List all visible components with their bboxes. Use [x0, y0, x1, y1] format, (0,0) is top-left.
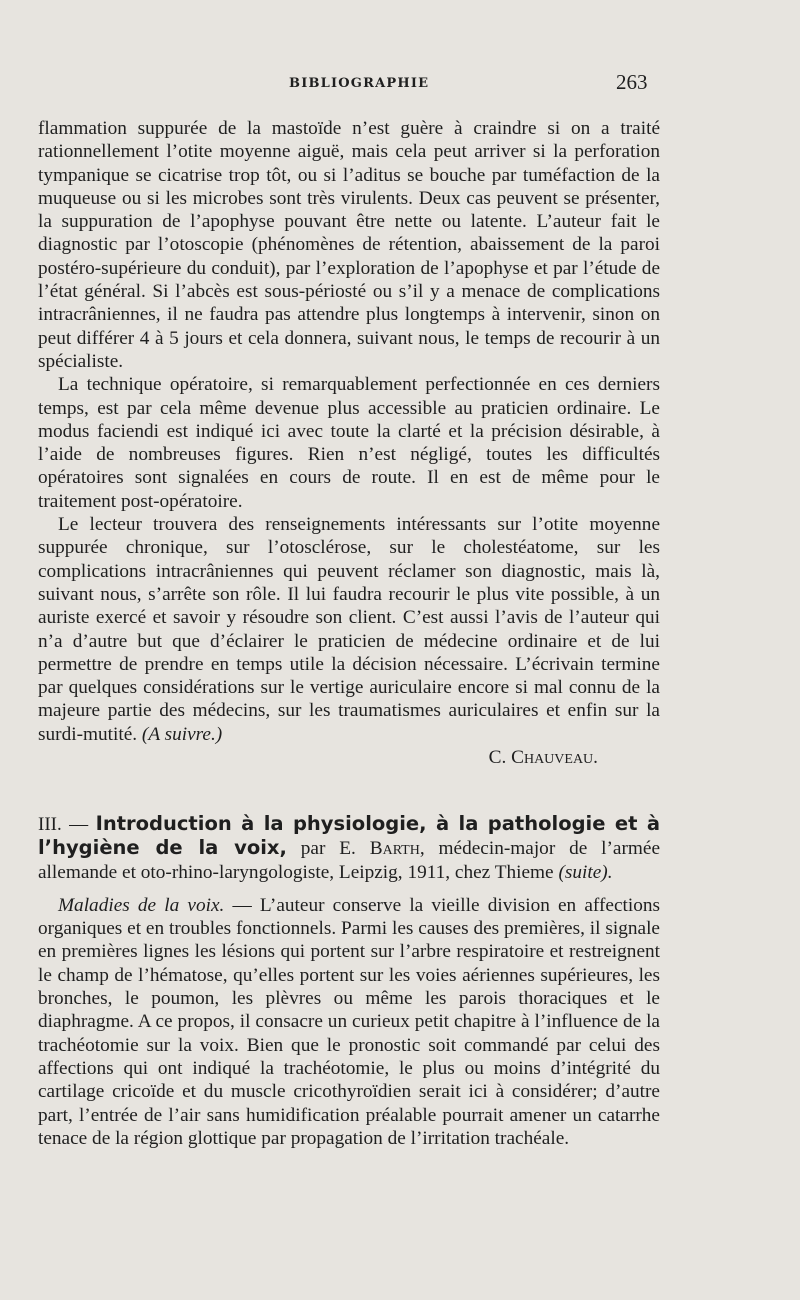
- review-section-iii: [38, 812, 660, 1150]
- review-continuation: [38, 117, 660, 769]
- paragraph-text: — L’auteur conserve la vieille division en affections organiques et en troubles fonctionnels. Parmi les causes des premières, il signale en premières lignes les lésions qui portent sur l’arbre respiratoire et restreignent le champ de l’hématose, qu’elles portent sur les voies aériennes supérieures, les bronches, le poumon, les plèvres ou même les parois thoraciques et le diaphragme. A ce propos, il consacre un curieux petit chapitre à l’influence de la trachéotomie sur la voix. Bien que le pronostic soit commandé par celui des affections qui ont indiqué la trachéotomie, le plus ou moins d’intégrité du cartilage cricoïde et du muscle cricothyroïdien serait ici à considérer; d’autre part, l’entrée de l’air sans humidification préalable pourrait amener un catarrhe tenace de la région glottique par propagation de l’irritation trachéale.: [38, 894, 660, 1149]
- paragraph-text: Le lecteur trouvera des renseignements intéressants sur l’otite moyenne suppurée chronique, sur l’otosclérose, sur le cholestéatome, sur les complications intracrâniennes qui peuvent réclamer son diagnostic, mais là, suivant nous, s’arrête son rôle. Il lui faudra recourir le plus vite possible, à un auriste exercé et savoir y résoudre son client. C’est aussi l’avis de l’auteur qui n’a d’autre but que d’éclairer le praticien de médecine ordinaire et de lui permettre de prendre en temps utile la décision nécessaire. L’écrivain termine par quelques considérations sur le vertige auriculaire encore si mal connu de la majeure partie des médecins, sur les traumatismes auriculaires et enfin sur la surdi-mutité.: [38, 514, 660, 745]
- by-label: par E.: [300, 838, 356, 860]
- page-number: 263: [616, 70, 648, 94]
- book-details: médecin-major de l’armée allemande et oto-rhino-laryngologiste, Leipzig, 1911, chez Thieme: [38, 838, 661, 883]
- suite-note: (suite).: [558, 861, 613, 883]
- paragraph: La technique opératoire, si remarquablement perfectionnée en ces derniers temps, est par cela même devenue plus accessible au praticien ordinaire. Le modus faciendi est indiqué ici avec toute la clarté et la précision désirable, à l’aide de nombreuses figures. Rien n’est négligé, toutes les difficultés opératoires sont signalées en cours de route. Il en est de même pour le traitement post-opératoire.: [38, 374, 660, 512]
- reviewer-signature: C. Chauveau.: [488, 747, 598, 769]
- book-title: Introduction à la physiologie, à la pathologie et à l’hygiène de la voix,: [38, 812, 660, 860]
- subheading: Maladies de la voix.: [58, 894, 225, 916]
- author-name: Barth,: [369, 838, 425, 860]
- paragraph: flammation suppurée de la mastoïde n’est guère à craindre si on a traité rationnellement l’otite moyenne aiguë, mais cela peut arriver si la perforation tympanique se cicatrise trop tôt, ou si l’aditus se bouche par tuméfaction de la muqueuse ou si les microbes sont très virulents. Deux cas peuvent se présenter, la suppuration de l’apophyse pouvant être nette ou latente. L’auteur fait le diagnostic par l’otoscopie (phénomènes de rétention, abaissement de la paroi postéro-supérieure du conduit), par l’exploration de l’apophyse et par l’étude de l’état général. Si l’abcès est sous-périosté ou s’il y a menace de complications intracrâniennes, il ne faudra pas attendre plus longtemps à intervenir, sinon on peut différer 4 à 5 jours et cela donnera, suivant nous, le temps de recourir à un spécialiste.: [38, 118, 660, 372]
- paragraph: [38, 894, 660, 1150]
- section-number: III. —: [38, 814, 89, 835]
- paragraph: [38, 513, 660, 746]
- suivre-note: (A suivre.): [141, 723, 223, 745]
- section-heading: [38, 812, 660, 884]
- running-title: BIBLIOGRAPHIE: [289, 76, 430, 91]
